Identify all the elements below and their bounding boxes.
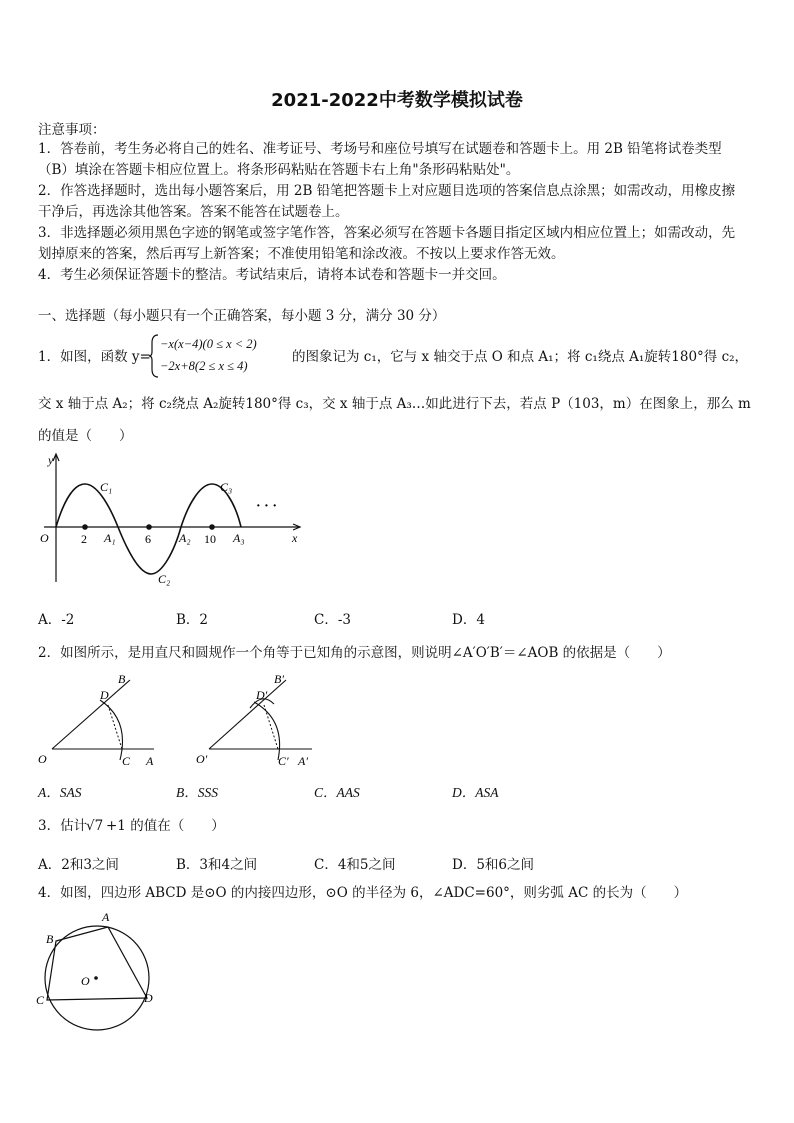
q1-choice-c: C．-3 bbox=[314, 612, 351, 628]
label-a: A bbox=[146, 754, 154, 768]
q1-choice-b: B．2 bbox=[176, 612, 209, 628]
tick-label: 10 bbox=[204, 532, 216, 546]
notice-line: 划掉原来的答案，然后再写上新答案；不准使用铅笔和涂改液。不按以上要求作答无效。 bbox=[38, 246, 565, 262]
q3-text-post: +1 的值在（ ） bbox=[106, 818, 225, 834]
q2-choice-a: A．SAS bbox=[38, 785, 82, 800]
q1-line2: 交 x 轴于点 A₂；将 c₂绕点 A₂旋转180°得 c₃，交 x 轴于点 A₃…如此进行下去，若点 P（103，m）在图象上，那么 m bbox=[38, 396, 751, 412]
q3-choice-a: A．2和3之间 bbox=[38, 857, 119, 873]
y-axis-label: y bbox=[48, 453, 54, 467]
x-axis-label: x bbox=[292, 531, 298, 545]
tick-label: 6 bbox=[145, 532, 151, 546]
label-o-prime: O′ bbox=[196, 752, 208, 766]
section-heading: 一、选择题（每小题只有一个正确答案，每小题 3 分，满分 30 分） bbox=[38, 308, 446, 324]
label-b: B bbox=[118, 672, 126, 686]
c3-label: C₃ bbox=[220, 480, 233, 494]
label-d-prime: D′ bbox=[256, 688, 268, 702]
tick-label: 2 bbox=[81, 532, 87, 546]
a3-label: A₃ bbox=[233, 531, 245, 545]
a1-label: A₁ bbox=[104, 531, 116, 545]
notice-line: 3．非选择题必须用黑色字迹的钢笔或签字笔作答，答案必须写在答题卡各题目指定区域内相应位置上；如需改动，先 bbox=[38, 225, 736, 241]
q2-compass-figure bbox=[34, 668, 324, 774]
notice-line: 1．答卷前，考生务必将自己的姓名、准考证号、考场号和座位号填写在试题卷和答题卡上。用 2B 铅笔将试卷类型 bbox=[38, 141, 722, 157]
label-c: C bbox=[122, 754, 131, 768]
a2-label: A₂ bbox=[179, 531, 191, 545]
notice-line: 2．作答选择题时，选出每小题答案后，用 2B 铅笔把答题卡上对应题目选项的答案信息点涂黑；如需改动，用橡皮擦 bbox=[38, 183, 736, 199]
q2-choice-c: C．AAS bbox=[314, 785, 360, 800]
q2-choice-d: D．ASA bbox=[452, 785, 499, 800]
notice-line: （B）填涂在答题卡相应位置上。将条形码粘贴在答题卡右上角"条形码粘贴处"。 bbox=[38, 162, 520, 178]
q1-case2: −2x+8(2 ≤ x ≤ 4) bbox=[160, 359, 248, 373]
label-b-prime: B′ bbox=[274, 672, 284, 686]
q4-text: 4．如图，四边形 ABCD 是⊙O 的内接四边形，⊙O 的半径为 6，∠ADC=60°，则劣弧 AC 的长为（ ） bbox=[38, 885, 688, 901]
brace-icon bbox=[148, 333, 160, 379]
label-a-prime: A′ bbox=[298, 754, 308, 768]
q1-case1: −x(x−4)(0 ≤ x < 2) bbox=[160, 337, 257, 351]
q3-choice-c: C．4和5之间 bbox=[314, 857, 396, 873]
continuation-dots: · · · bbox=[256, 499, 278, 514]
origin-label: O bbox=[40, 531, 49, 545]
q1-function-graph bbox=[34, 450, 314, 590]
q1-prefix: 1．如图，函数 y= bbox=[38, 349, 151, 365]
q2-text: 2．如图所示，是用直尺和圆规作一个角等于已知角的示意图，则说明∠A′O′B′＝∠AOB 的依据是（ ） bbox=[38, 645, 671, 661]
label-c: C bbox=[36, 993, 45, 1007]
label-c-prime: C′ bbox=[278, 754, 289, 768]
q3-radical: √7 bbox=[86, 818, 104, 834]
label-o: O bbox=[81, 974, 90, 988]
label-o: O bbox=[38, 752, 47, 766]
notice-line: 干净后，再选涂其他答案。答案不能答在试题卷上。 bbox=[38, 204, 349, 220]
q1-choice-a: A．-2 bbox=[38, 612, 75, 628]
q3-text-pre: 3．估计 bbox=[38, 818, 88, 834]
q3-choice-b: B．3和4之间 bbox=[176, 857, 258, 873]
label-a: A bbox=[102, 910, 110, 924]
c1-label: C₁ bbox=[100, 480, 113, 494]
q1-choice-d: D．4 bbox=[452, 612, 485, 628]
notice-line: 4．考生必须保证答题卡的整洁。考试结束后，请将本试卷和答题卡一并交回。 bbox=[38, 267, 506, 283]
q1-line3: 的值是（ ） bbox=[38, 428, 133, 444]
c2-label: C₂ bbox=[158, 572, 171, 586]
q4-circle-figure bbox=[34, 908, 164, 1032]
label-d: D bbox=[144, 991, 153, 1005]
page-title: 2021-2022中考数学模拟试卷 bbox=[271, 90, 523, 111]
q1-suffix: 的图象记为 c₁，它与 x 轴交于点 O 和点 A₁；将 c₁绕点 A₁旋转180°得 c₂， bbox=[292, 349, 749, 365]
notice-heading: 注意事项： bbox=[38, 122, 106, 138]
q2-choice-b: B．SSS bbox=[176, 785, 218, 800]
label-d: D bbox=[100, 688, 109, 702]
q3-choice-d: D．5和6之间 bbox=[452, 857, 535, 873]
label-b: B bbox=[46, 932, 54, 946]
